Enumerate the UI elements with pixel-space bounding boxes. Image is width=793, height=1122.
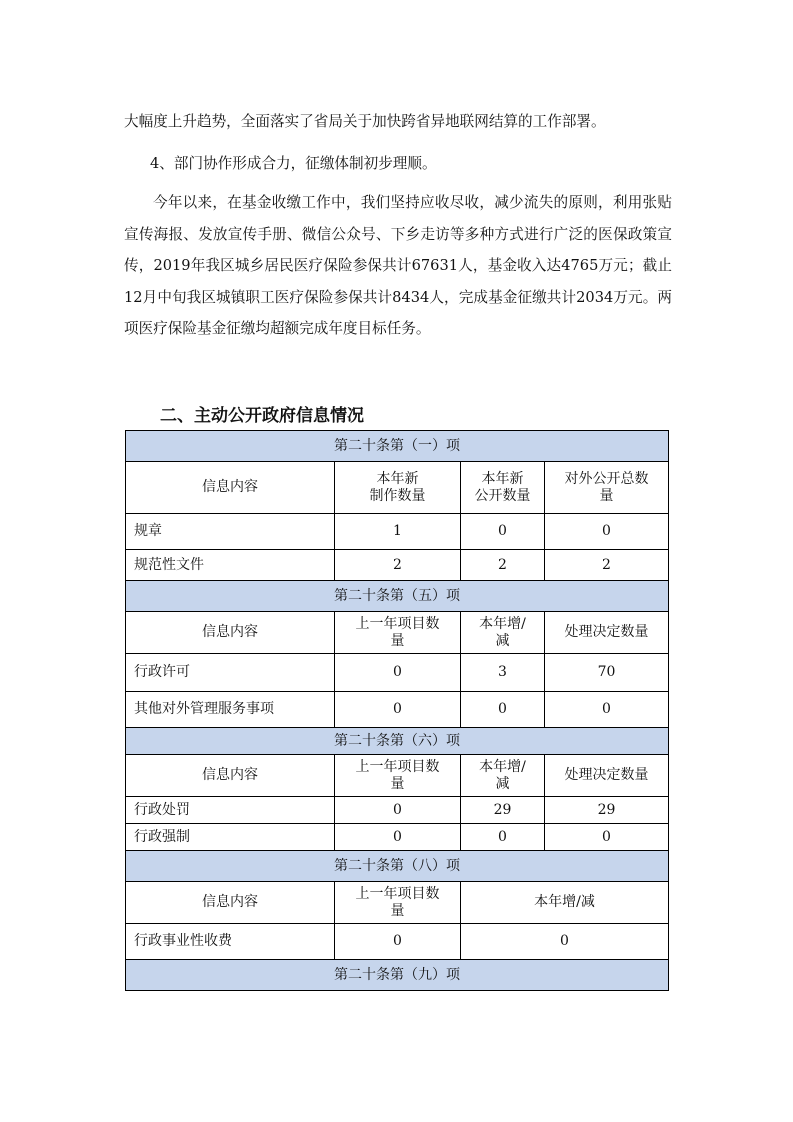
header-cell: 本年增/ 减: [461, 612, 545, 654]
cell: 0: [335, 692, 461, 728]
cell: 0: [461, 514, 545, 550]
section-header-cell: 第二十条第（六）项: [126, 728, 669, 755]
section-title: 二、主动公开政府信息情况: [160, 406, 364, 426]
table-row: [126, 924, 669, 960]
header-cell: 本年增/减: [461, 882, 669, 924]
cell: 0: [545, 692, 669, 728]
cell: 29: [545, 797, 669, 824]
table-header-row: [126, 612, 669, 654]
table-section-header: [126, 960, 669, 991]
header-cell: 信息内容: [126, 462, 335, 514]
section-header-cell: 第二十条第（九）项: [126, 960, 669, 991]
row-label: 其他对外管理服务事项: [126, 692, 335, 728]
cell: 0: [461, 924, 669, 960]
cell: 0: [461, 692, 545, 728]
paragraph-1: 大幅度上升趋势，全面落实了省局关于加快跨省异地联网结算的工作部署。: [124, 113, 606, 130]
row-label: 行政事业性收费: [126, 924, 335, 960]
cell: 0: [335, 797, 461, 824]
table-row: [126, 824, 669, 851]
cell: 2: [335, 550, 461, 581]
header-cell: 上一年项目数 量: [335, 882, 461, 924]
header-cell: 上一年项目数 量: [335, 755, 461, 797]
row-label: 行政强制: [126, 824, 335, 851]
header-cell: 本年增/ 减: [461, 755, 545, 797]
table-row: [126, 797, 669, 824]
table-row: [126, 692, 669, 728]
disclosure-table: [125, 430, 669, 991]
section-header-cell: 第二十条第（五）项: [126, 581, 669, 612]
row-label: 规范性文件: [126, 550, 335, 581]
cell: 0: [545, 514, 669, 550]
row-label: 行政处罚: [126, 797, 335, 824]
table-row: [126, 550, 669, 581]
section-header-cell: 第二十条第（八）项: [126, 851, 669, 882]
table-section-header: [126, 851, 669, 882]
header-cell: 处理决定数量: [545, 612, 669, 654]
table-header-row: [126, 882, 669, 924]
header-cell: 本年新 制作数量: [335, 462, 461, 514]
row-label: 规章: [126, 514, 335, 550]
table-section-header: [126, 728, 669, 755]
cell: 0: [335, 824, 461, 851]
table-header-row: [126, 462, 669, 514]
cell: 0: [335, 924, 461, 960]
header-cell: 信息内容: [126, 755, 335, 797]
cell: 2: [461, 550, 545, 581]
cell: 0: [545, 824, 669, 851]
cell: 1: [335, 514, 461, 550]
table-row: [126, 654, 669, 692]
header-cell: 对外公开总数 量: [545, 462, 669, 514]
cell: 70: [545, 654, 669, 692]
section-header-cell: 第二十条第（一）项: [126, 431, 669, 462]
table-section-header: [126, 581, 669, 612]
cell: 2: [545, 550, 669, 581]
cell: 0: [461, 824, 545, 851]
cell: 0: [335, 654, 461, 692]
cell: 3: [461, 654, 545, 692]
table-section-header: [126, 431, 669, 462]
table-header-row: [126, 755, 669, 797]
header-cell: 上一年项目数 量: [335, 612, 461, 654]
paragraph-2: 4、部门协作形成合力，征缴体制初步理顺。: [150, 155, 437, 172]
header-cell: 本年新 公开数量: [461, 462, 545, 514]
header-cell: 信息内容: [126, 882, 335, 924]
header-cell: 处理决定数量: [545, 755, 669, 797]
table-row: [126, 514, 669, 550]
cell: 29: [461, 797, 545, 824]
paragraph-3: 今年以来，在基金收缴工作中，我们坚持应收尽收，减少流失的原则，利用张贴宣传海报、发放宣传手册、微信公众号、下乡走访等多种方式进行广泛的医保政策宣传，2019年我区城乡居民医疗保险参保共计67631人，基金收入达4765万元；截止12月中旬我区城镇职工医疗保险参保共计8434人，完成基金征缴共计2034万元。两项医疗保险基金征缴均超额完成年度目标任务。: [124, 194, 672, 337]
header-cell: 信息内容: [126, 612, 335, 654]
row-label: 行政许可: [126, 654, 335, 692]
